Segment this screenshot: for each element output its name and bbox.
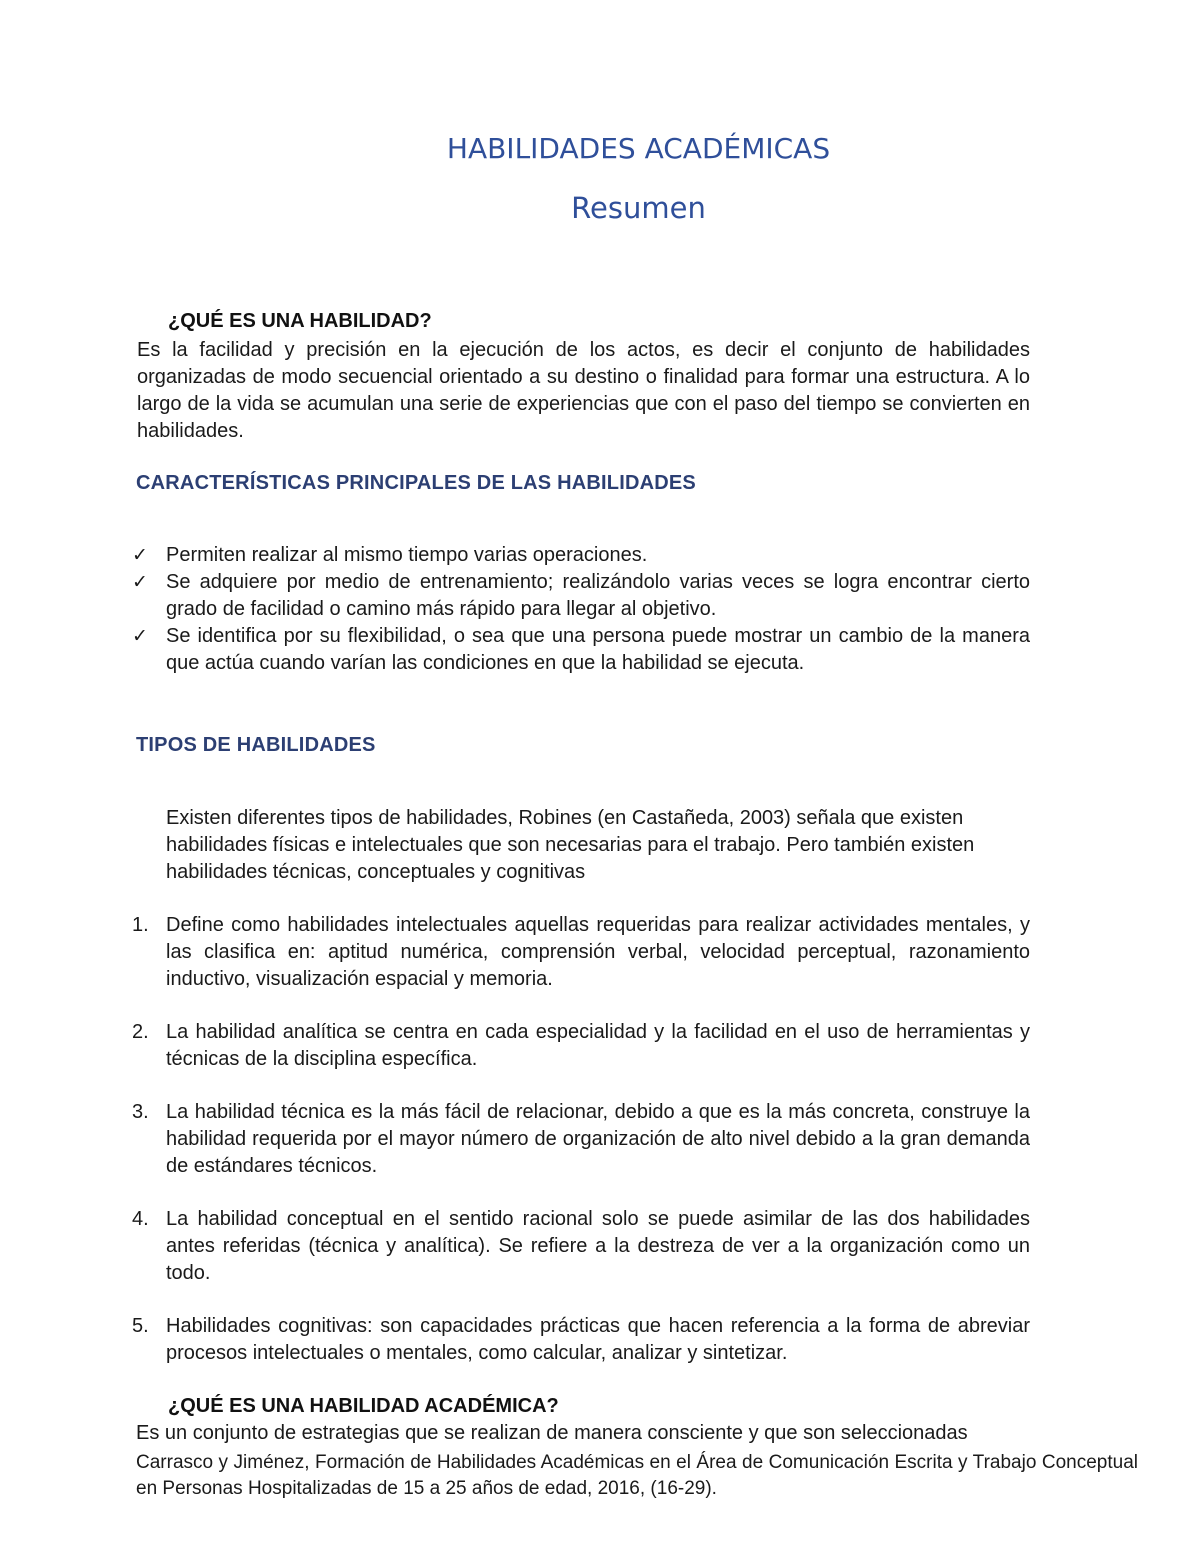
caracteristicas-list (130, 542, 1030, 677)
list-item-text: Permiten realizar al mismo tiempo varias operaciones. (166, 544, 648, 566)
list-item (130, 1313, 1030, 1367)
habilidad-academica-definition: Es un conjunto de estrategias que se realizan de manera consciente y que son seleccionadas (136, 1422, 968, 1444)
list-number: 4. (132, 1208, 149, 1230)
section-heading-habilidad: ¿QUÉ ES UNA HABILIDAD? (168, 310, 432, 332)
page-title: HABILIDADES ACADÉMICAS (446, 132, 831, 165)
list-number: 2. (132, 1021, 149, 1043)
list-item (130, 1099, 1030, 1180)
list-number: 5. (132, 1315, 149, 1337)
list-item-text: Define como habilidades intelectuales aquellas requeridas para realizar actividades mentales, y las clasifica en: aptitud numérica, comprensión verbal, velocidad perceptual, razonamiento inductivo, visualización espacial y memoria. (166, 914, 1030, 990)
section-heading-tipos: TIPOS DE HABILIDADES (136, 734, 376, 756)
list-item (130, 1206, 1030, 1287)
section-heading-caracteristicas: CARACTERÍSTICAS PRINCIPALES DE LAS HABILIDADES (136, 472, 696, 494)
list-item-text: Se identifica por su flexibilidad, o sea que una persona puede mostrar un cambio de la manera que actúa cuando varían las condiciones en que la habilidad se ejecuta. (166, 625, 1030, 674)
check-icon: ✓ (132, 625, 148, 647)
habilidad-definition: Es la facilidad y precisión en la ejecución de los actos, es decir el conjunto de habilidades organizadas de modo secuencial orientado a su destino o finalidad para formar una estructura. A lo largo de la vida se acumulan una serie de experiencias que con el paso del tiempo se convierten en habilidades. (137, 339, 1030, 442)
list-number: 3. (132, 1101, 149, 1123)
section-heading-habilidad-academica: ¿QUÉ ES UNA HABILIDAD ACADÉMICA? (168, 1395, 559, 1417)
page-subtitle: Resumen (571, 191, 706, 225)
list-item (130, 542, 1030, 569)
citation: Carrasco y Jiménez, Formación de Habilidades Académicas en el Área de Comunicación Escrita y Trabajo Conceptual en Personas Hospitalizadas de 15 a 25 años de edad, 2016, (16-29). (136, 1452, 1138, 1499)
list-item-text: Se adquiere por medio de entrenamiento; realizándolo varias veces se logra encontrar cierto grado de facilidad o camino más rápido para llegar al objetivo. (166, 571, 1030, 620)
list-item (130, 912, 1030, 993)
list-item-text: Habilidades cognitivas: son capacidades prácticas que hacen referencia a la forma de abreviar procesos intelectuales o mentales, como calcular, analizar y sintetizar. (166, 1315, 1030, 1364)
list-item-text: La habilidad analítica se centra en cada especialidad y la facilidad en el uso de herramientas y técnicas de la disciplina específica. (166, 1021, 1030, 1070)
list-item (130, 623, 1030, 677)
list-item-text: La habilidad técnica es la más fácil de relacionar, debido a que es la más concreta, construye la habilidad requerida por el mayor número de organización de alto nivel debido a la gran demanda de estándares técnicos. (166, 1101, 1030, 1177)
list-item (130, 569, 1030, 623)
list-item-text: La habilidad conceptual en el sentido racional solo se puede asimilar de las dos habilidades antes referidas (técnica y analítica). Se refiere a la destreza de ver a la organización como un todo. (166, 1208, 1030, 1284)
tipos-intro: Existen diferentes tipos de habilidades, Robines (en Castañeda, 2003) señala que existen habilidades físicas e intelectuales que son necesarias para el trabajo. Pero también existen habilidades técnicas, conceptuales y cognitivas (166, 807, 975, 883)
check-icon: ✓ (132, 544, 148, 566)
list-number: 1. (132, 914, 149, 936)
check-icon: ✓ (132, 571, 148, 593)
tipos-list (130, 912, 1030, 1367)
list-item (130, 1019, 1030, 1073)
